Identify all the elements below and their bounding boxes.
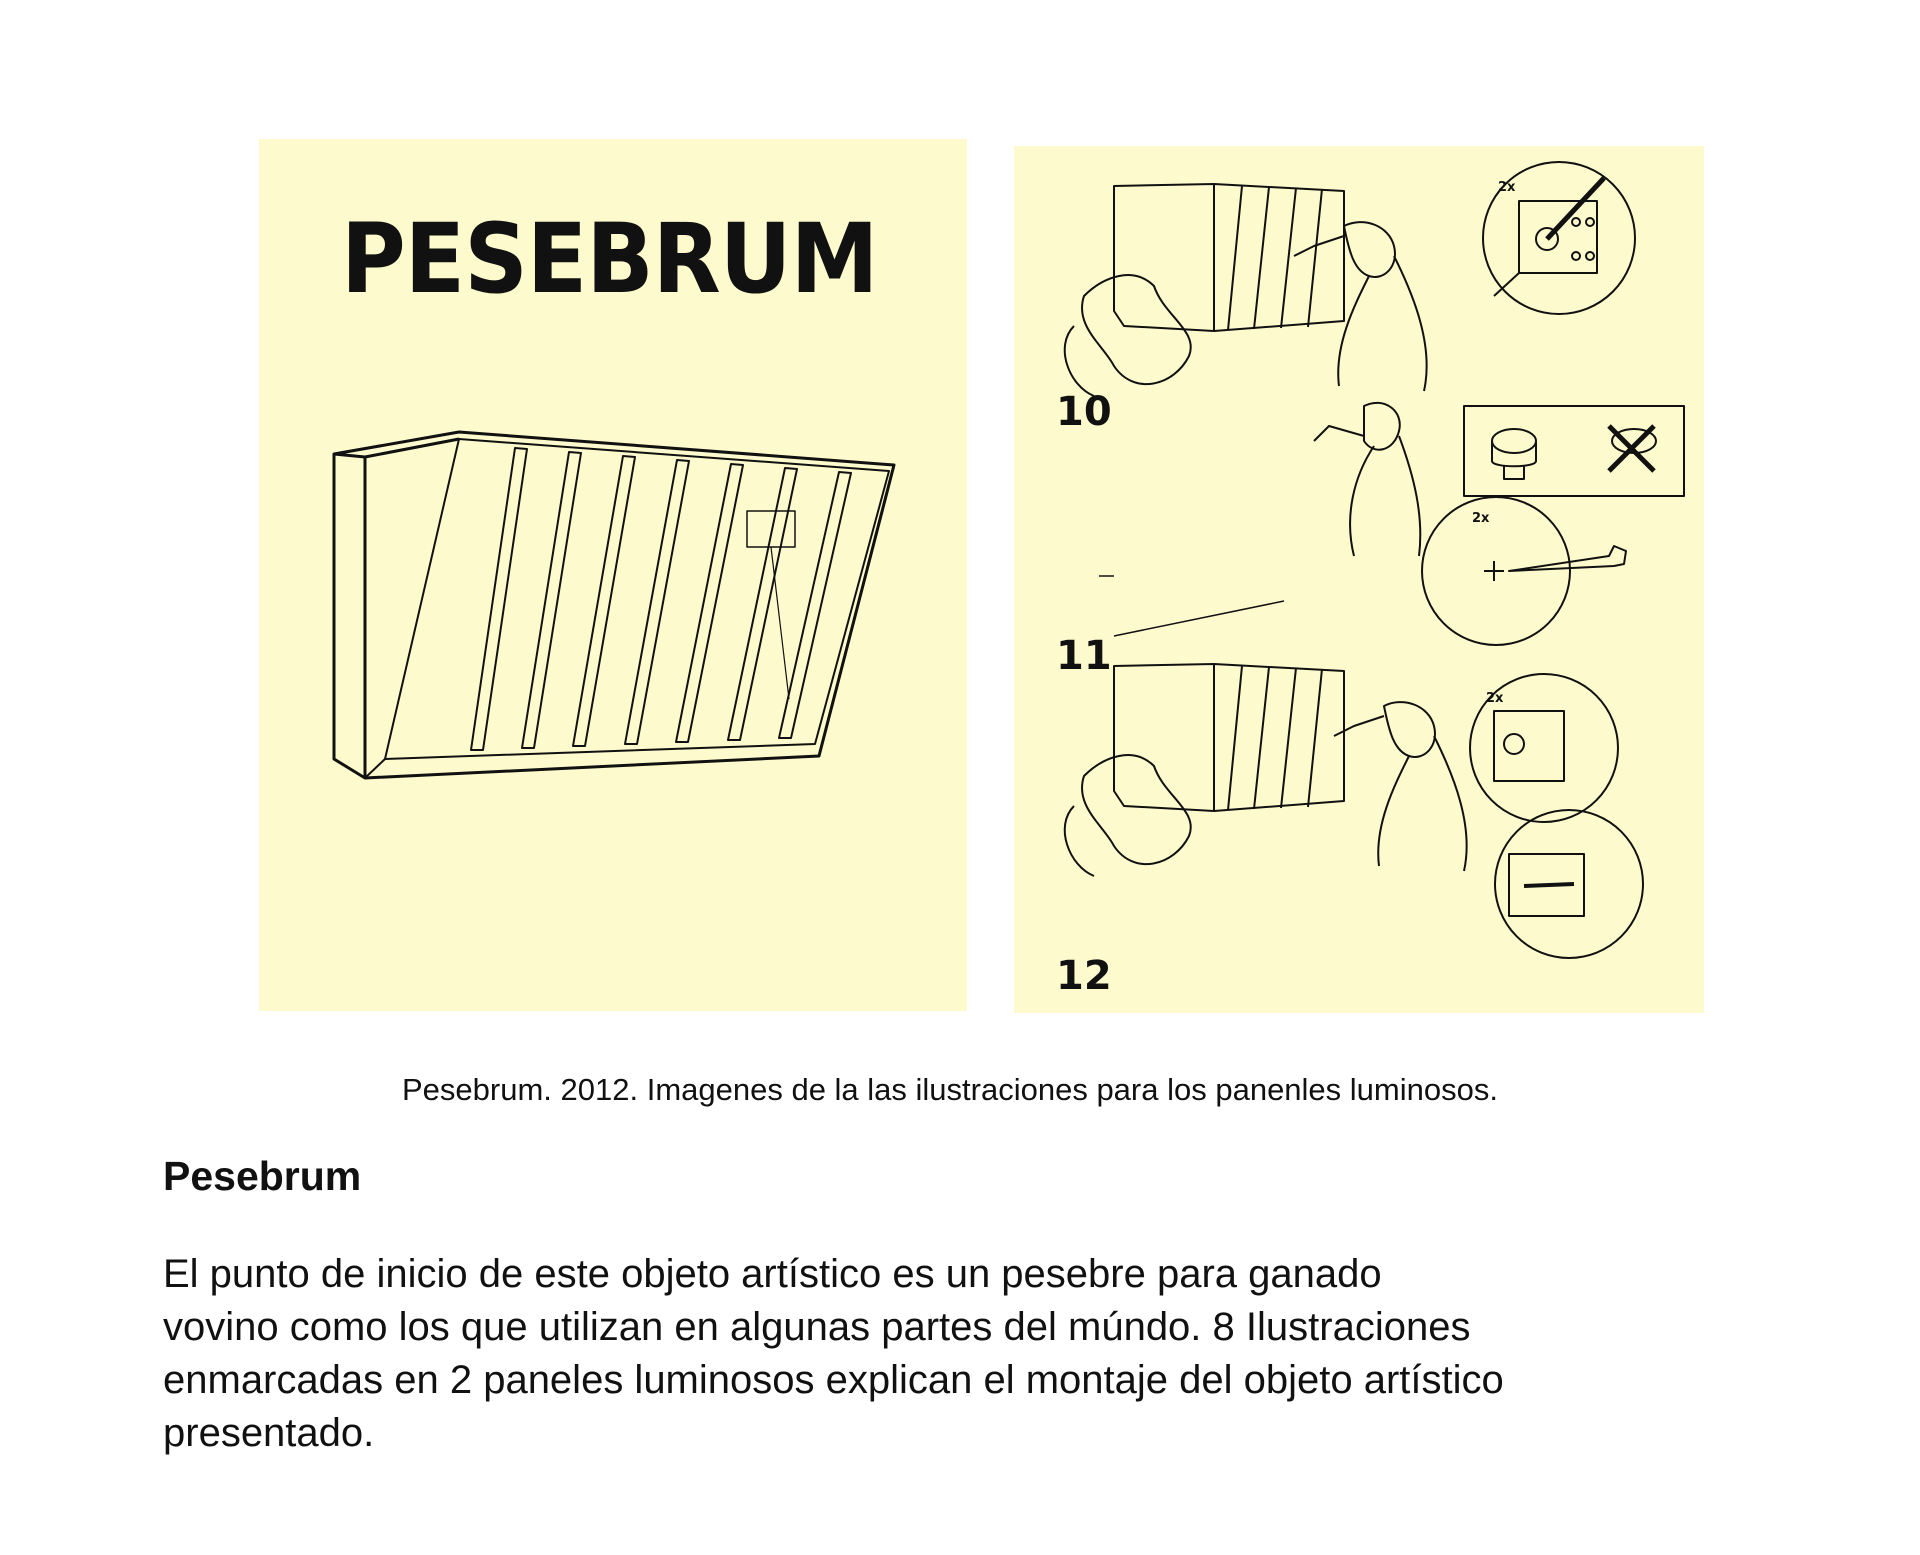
assembly-steps-illustration	[1014, 146, 1704, 1013]
step-12-illustration	[1065, 664, 1467, 876]
body-line: presentado.	[163, 1411, 375, 1455]
cover-panel	[259, 139, 967, 1011]
screw-cap-box	[1464, 406, 1684, 496]
figure-caption: Pesebrum. 2012. Imagenes de la las ilustraciones para los panenles luminosos.	[402, 1072, 1498, 1107]
step-number: 12	[1056, 953, 1112, 999]
screw-cap-icon	[1492, 429, 1536, 453]
body-line: El punto de inicio de este objeto artístico es un pesebre para ganado	[163, 1252, 1382, 1296]
manger-illustration	[259, 139, 967, 1011]
body-paragraph	[163, 1248, 1683, 1460]
body-line: vovino como los que utilizan en algunas partes del múndo. 8 Ilustraciones	[163, 1305, 1471, 1349]
instructions-panel	[1014, 146, 1704, 1013]
quantity-label: 2x	[1486, 691, 1504, 706]
quantity-label: 2x	[1498, 180, 1516, 195]
quantity-label: 2x	[1472, 511, 1490, 526]
section-heading: Pesebrum	[163, 1153, 362, 1199]
step-number: 10	[1056, 389, 1112, 435]
step-number: 11	[1056, 633, 1112, 679]
panel-title: PESEBRUM	[341, 203, 878, 315]
body-line: enmarcadas en 2 paneles luminosos explican el montaje del objeto artístico	[163, 1358, 1504, 1402]
step-10-illustration	[1065, 184, 1427, 396]
